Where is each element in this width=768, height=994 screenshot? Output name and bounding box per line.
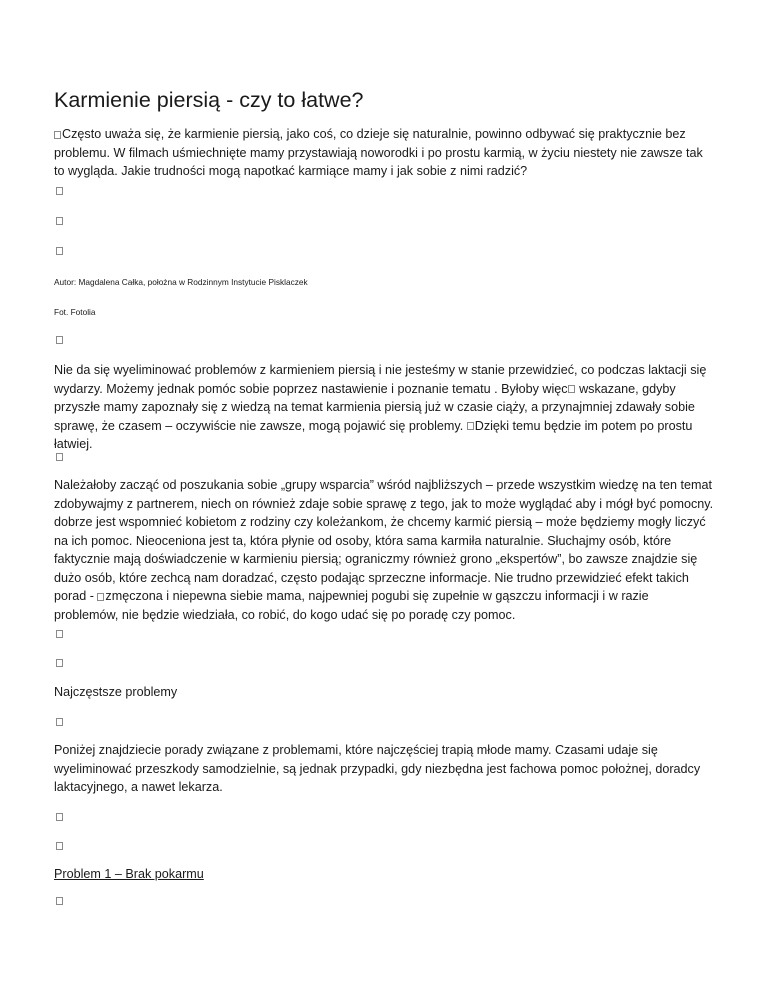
missing-glyph-icon [467, 422, 474, 430]
missing-glyph-icon [56, 718, 63, 726]
paragraph-preparation-text-3: Dzięki temu będzie im potem po prostu łatwiej. [54, 418, 693, 451]
intro-paragraph [54, 125, 714, 181]
section-heading: Najczęstsze problemy [54, 685, 178, 699]
paragraph-support-text-2: zmęczona i niepewna siebie mama, najpewniej pogubi się zupełnie w gąszczu informacji i w razie problemów, nie będzie wiedziała, co robić, do kogo udać się po poradę czy pomoc. [54, 589, 649, 622]
paragraph-preparation [54, 361, 714, 454]
missing-glyph-icon [568, 385, 575, 393]
photo-credit: Fot. Fotolia [54, 307, 96, 317]
author-credit: Autor: Magdalena Całka, położna w Rodzinnym Instytucie Pisklaczek [54, 277, 308, 287]
paragraph-support-text-1: Należałoby zacząć od poszukania sobie „grupy wsparcia” wśród najbliższych – przede wszystkim wiedzę na ten temat zdobywajmy z partnerem, niech on również zdaje sobie sprawę z tego, jak to może wyglądać aby i mógł być pomocny. dobrze jest wspomnieć kobietom z rodziny czy koleżankom, że chcemy karmić piersią – może będziemy mogły liczyć na ich pomoc. Nieoceniona jest ta, która płynie od osoby, która sama karmiła naturalnie. Słuchajmy osób, które faktycznie mają doświadczenie w karmieniu piersią; ograniczmy również grono „ekspertów”, bo zawsze znajdzie się dużo osób, które zechcą nam doradzać, często podając sprzeczne informacje. Nie trudno przewidzieć efekt takich porad - [54, 478, 714, 603]
missing-glyph-icon [56, 336, 63, 344]
paragraph-preparation-text-1: Nie da się wyeliminować problemów z karmieniem piersią i nie jesteśmy w stanie przewidzieć, co podczas laktacji się wydarzy. Możemy jednak pomóc sobie poprzez nastawienie i poznanie tematu . Byłoby więc [54, 363, 707, 396]
missing-glyph-icon [56, 813, 63, 821]
article-title: Karmienie piersią - czy to łatwe? [54, 88, 364, 112]
missing-glyph-icon [56, 247, 63, 255]
paragraph-problems-intro: Poniżej znajdziecie porady związane z problemami, które najczęściej trapią młode mamy. Czasami udaje się wyeliminować przeszkody samodzielnie, są jednak przypadki, gdy niezbędna jest fachowa pomoc położnej, doradcy laktacyjnego, a nawet lekarza. [54, 743, 701, 794]
paragraph-support-group [54, 476, 714, 624]
missing-glyph-icon [56, 630, 63, 638]
missing-glyph-icon [54, 131, 61, 139]
missing-glyph-icon [56, 842, 63, 850]
missing-glyph-icon [56, 897, 63, 905]
missing-glyph-icon [56, 187, 63, 195]
paragraph-preparation-text-2: wskazane, gdyby przyszłe mamy zapoznały się z wiedzą na temat karmienia piersią już w czasie ciąży, a przynajmniej zdawały sobie sprawę, że czasem – oczywiście nie zawsze, mogą pojawić się problemy. [54, 381, 695, 433]
missing-glyph-icon [56, 217, 63, 225]
missing-glyph-icon [56, 659, 63, 667]
problem-1-heading: Problem 1 – Brak pokarmu [54, 867, 204, 881]
missing-glyph-icon [56, 453, 63, 461]
missing-glyph-icon [97, 593, 104, 601]
intro-text: Często uważa się, że karmienie piersią, jako coś, co dzieje się naturalnie, powinno odbywać się praktycznie bez problemu. W filmach uśmiechnięte mamy przystawiają noworodki i po prostu karmią, w życiu niestety nie zawsze tak to wygląda. Jakie trudności mogą napotkać karmiące mamy i jak sobie z nimi radzić? [54, 127, 703, 178]
